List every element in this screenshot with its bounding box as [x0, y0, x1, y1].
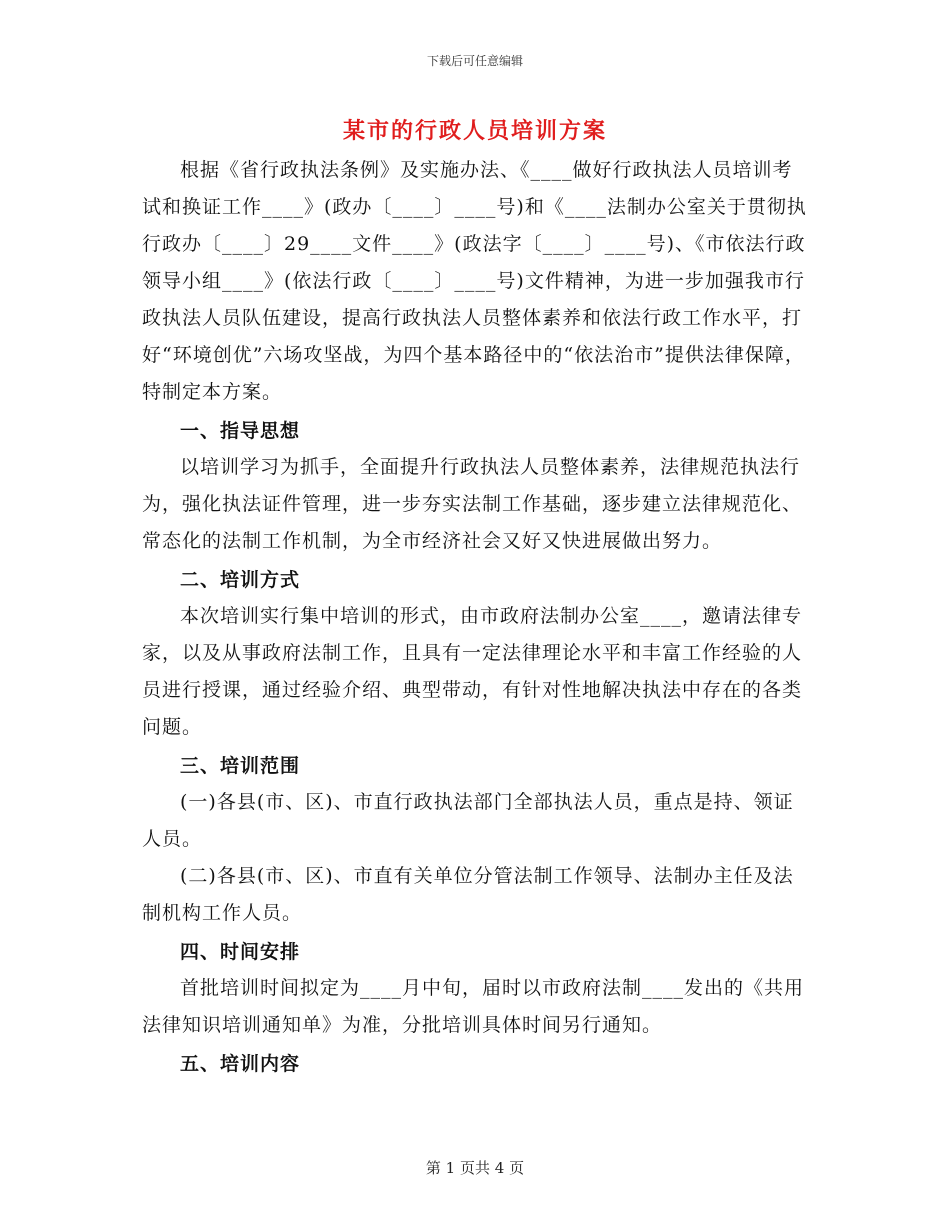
- section-heading-training-method: 二、培训方式: [180, 569, 301, 591]
- section-heading-training-scope: 三、培训范围: [180, 755, 301, 777]
- document-title: 某市的行政人员培训方案: [342, 118, 607, 144]
- section-paragraph: (一)各县(市、区)、市直行政执法部门全部执法人员，重点是持、领证人员。: [142, 791, 794, 850]
- section-paragraph: 首批培训时间拟定为____月中旬，届时以市政府法制____发出的《共用法律知识培训通知单》为准，分批培训具体时间另行通知。: [142, 977, 805, 1036]
- page-number: 第 1 页共 4 页: [425, 1159, 525, 1177]
- section-heading-schedule: 四、时间安排: [180, 941, 301, 963]
- section-paragraph: 本次培训实行集中培训的形式，由市政府法制办公室____，邀请法律专家，以及从事政府法制工作，且具有一定法律理论水平和丰富工作经验的人员进行授课，通过经验介绍、典型带动，有针对性地解决执法中存在的各类问题。: [142, 605, 803, 738]
- section-paragraph: 以培训学习为抓手，全面提升行政执法人员整体素养，法律规范执法行为，强化执法证件管理，进一步夯实法制工作基础，逐步建立法律规范化、常态化的法制工作机制，为全市经济社会又好又快进展做出努力。: [142, 456, 803, 552]
- page-header-note: 下载后可任意编辑: [426, 54, 523, 68]
- document-body: [142, 152, 812, 1082]
- intro-paragraph: 根据《省行政执法条例》及实施办法、《____做好行政执法人员培训考试和换证工作____》(政办〔____〕____号)和《____法制办公室关于贯彻执行政办〔____〕29____文件____》(政法字〔____〕____号)、《市依法行政领导小组____》(依法行政〔____〕____号)文件精神，为进一步加强我市行政执法人员队伍建设，提高行政执法人员整体素养和依法行政工作水平，打好“环境创优”六场攻坚战，为四个基本路径中的“依法治市”提供法律保障，特制定本方案。: [142, 159, 807, 403]
- section-paragraph: (二)各县(市、区)、市直有关单位分管法制工作领导、法制办主任及法制机构工作人员。: [142, 865, 794, 924]
- section-heading-guiding-ideology: 一、指导思想: [180, 420, 301, 442]
- section-heading-training-content: 五、培训内容: [180, 1053, 301, 1075]
